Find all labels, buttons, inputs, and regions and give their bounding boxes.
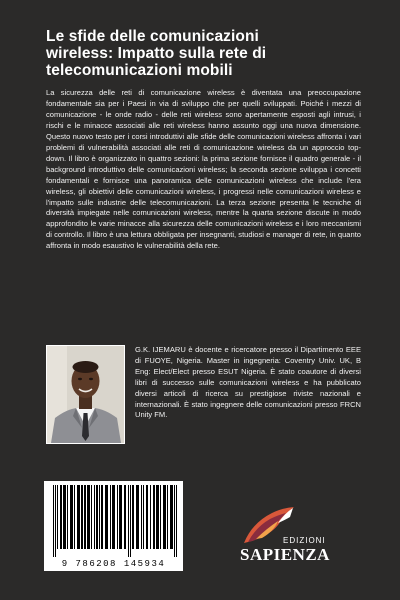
book-description: La sicurezza delle reti di comunicazione wireless è diventata una preoccupazione fondamentale sia per i Paesi in via di sviluppo che per quelli sviluppati. Poiché i mezzi di comunicazione - le onde radio - delle reti wireless sono apertamente esposti agli intrusi, i rischi e le minacce associati alle reti wireless hanno assunto oggi una nuova dimensione. Questo nuovo testo per i corsi introduttivi alle sfide delle comunicazioni wireless affronta i vari problemi di vulnerabilità associati alle reti di comunicazione wireless da un approccio top-down. Il libro è organizzato in quattro sezioni: la prima sezione fornisce il quadro generale - il background introduttivo delle comunicazioni wireless; la seconda sezione sviluppa i concetti fondamentali e fornisce una panoramica delle comunicazioni wireless che include l'era wireless, gli obiettivi delle comunicazioni wireless, i progressi nelle comunicazioni wireless e l'impatto sulle industrie delle telecomunicazioni. La terza sezione presenta le tecniche di diversità impiegate nelle comunicazioni wireless, mentre la quarta sezione discute in modo approfondito le varie minacce alla sicurezza delle comunicazioni wireless e i loro meccanismi di controllo. Il libro è una lettura obbligata per insegnanti, studiosi e manager di rete, in quanto affronta in modo esaustivo le vulnerabilità della rete. — [46, 88, 361, 251]
author-bio: G.K. IJEMARU è docente e ricercatore presso il Dipartimento EEE di FUOYE, Nigeria. Master in ingegneria: Coventry Univ. UK, B Eng: Elect/Elect presso ESUT Nigeria. È stato coautore di diversi libri di successo sulle comunicazioni wireless e ha pubblicato diversi articoli di ricerca su prestigiose riviste nazionali e internazionali. È stato ingegnere delle comunicazioni presso FRCN Unity FM. — [135, 345, 361, 420]
publisher-logo — [238, 505, 363, 575]
isbn-barcode — [44, 481, 183, 571]
author-photo-frame — [46, 345, 125, 444]
publisher-subtitle: EDIZIONI — [283, 536, 326, 545]
barcode-bars — [44, 481, 183, 559]
book-title-line-3: telecomunicazioni mobili — [46, 62, 233, 79]
book-title — [46, 28, 366, 79]
isbn-digits: 9 786208 145934 — [61, 559, 166, 569]
publisher-name: SAPIENZA — [240, 545, 330, 564]
author-photo — [47, 346, 124, 443]
book-title-line-2: wireless: Impatto sulla rete di — [46, 45, 267, 62]
book-title-line-1: Le sfide delle comunicazioni — [46, 28, 259, 45]
author-portrait-image — [47, 346, 124, 443]
